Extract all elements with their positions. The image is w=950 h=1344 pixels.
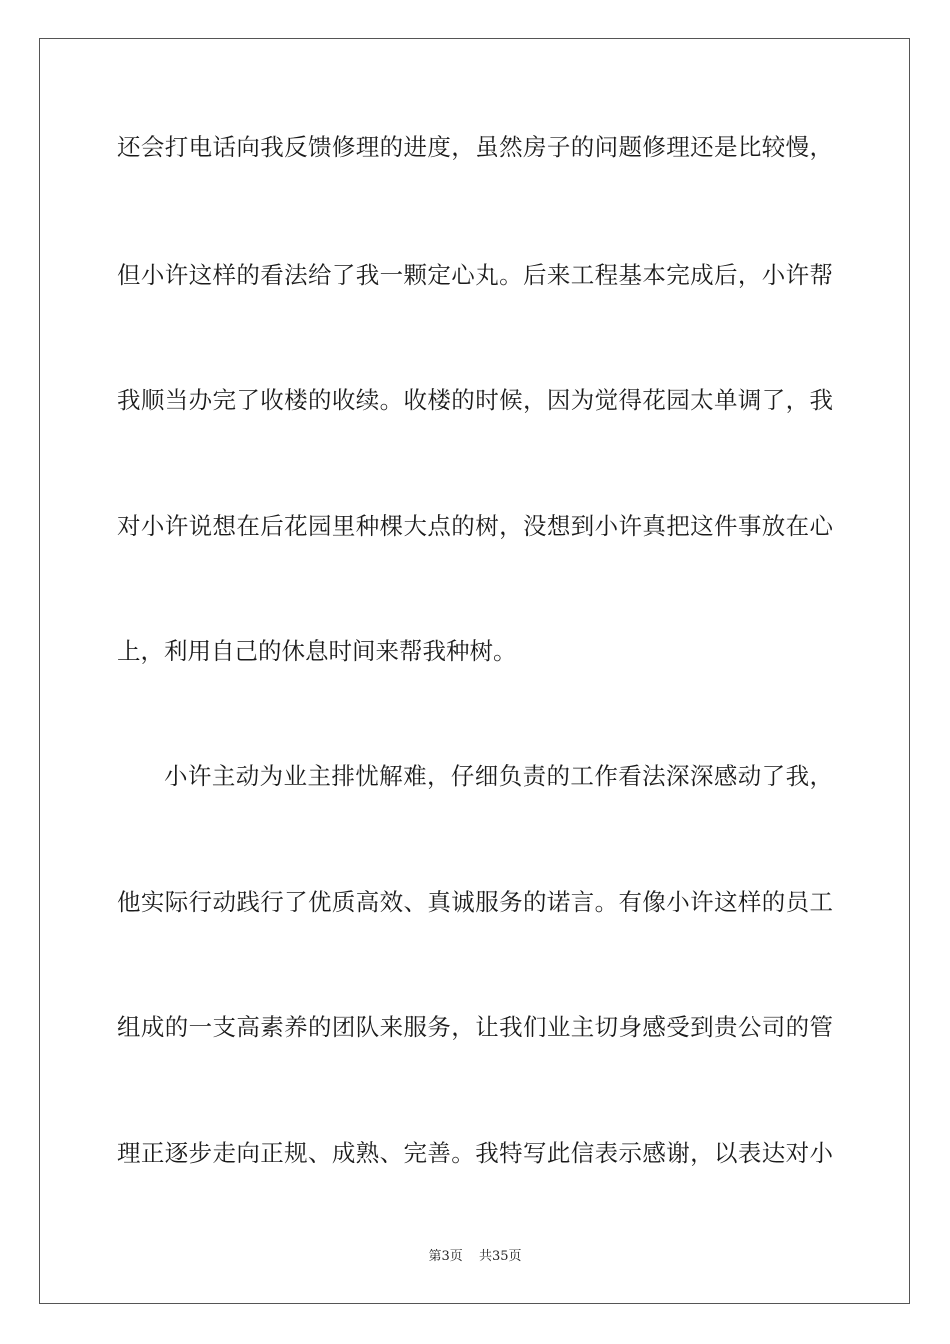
body-text-line: 对小许说想在后花园里种棵大点的树，没想到小许真把这件事放在心 — [117, 512, 833, 540]
body-text-line: 理正逐步走向正规、成熟、完善。我特写此信表示感谢，以表达对小 — [117, 1139, 833, 1167]
page-number: 第3页 — [428, 1249, 463, 1264]
body-text-line: 他实际行动践行了优质高效、真诚服务的诺言。有像小许这样的员工 — [117, 888, 833, 916]
body-text-line: 我顺当办完了收楼的收续。收楼的时候，因为觉得花园太单调了，我 — [117, 386, 833, 414]
paragraph-first-line: 小许主动为业主排忧解难，仔细负责的工作看法深深感动了我， — [164, 762, 833, 790]
body-text-line: 上，利用自己的休息时间来帮我种树。 — [117, 637, 517, 665]
body-text-line: 组成的一支高素养的团队来服务，让我们业主切身感受到贵公司的管 — [117, 1013, 833, 1041]
page-footer — [0, 1248, 950, 1266]
page-total: 共35页 — [478, 1249, 522, 1264]
page-border — [39, 38, 910, 1304]
body-text-line: 还会打电话向我反馈修理的进度，虽然房子的问题修理还是比较慢， — [117, 133, 833, 161]
body-text-line: 但小许这样的看法给了我一颗定心丸。后来工程基本完成后，小许帮 — [117, 261, 833, 289]
